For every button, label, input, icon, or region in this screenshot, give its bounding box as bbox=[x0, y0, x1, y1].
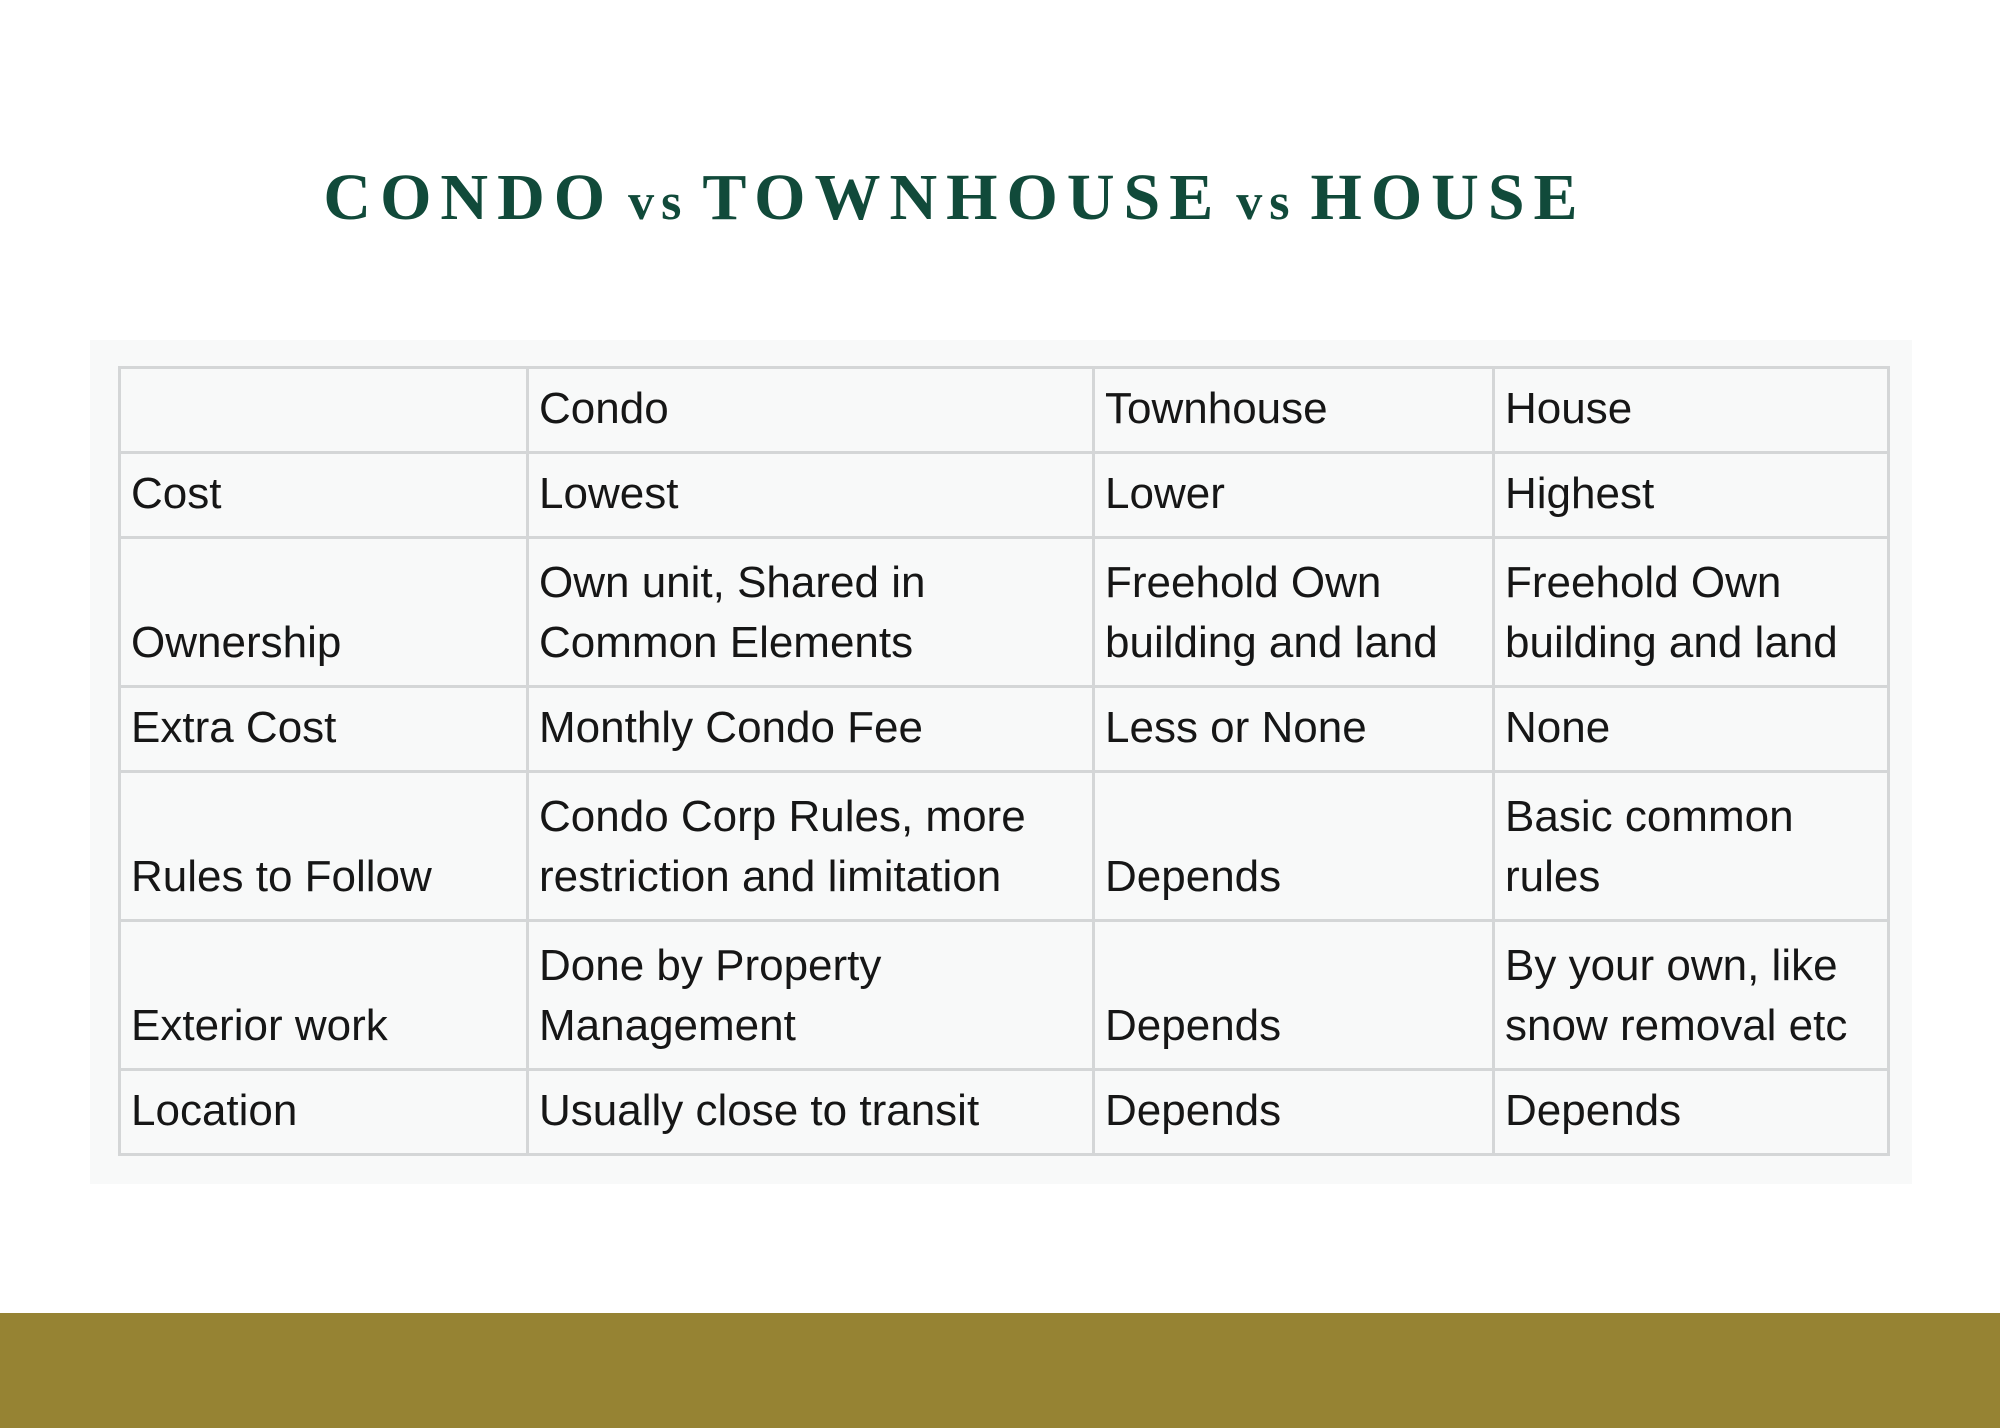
cell-location-house: Depends bbox=[1494, 1070, 1889, 1155]
header-cell-empty bbox=[120, 368, 528, 453]
header-cell-townhouse: Townhouse bbox=[1094, 368, 1494, 453]
title-townhouse: TOWNHOUSE bbox=[702, 161, 1223, 234]
cell-cost-house: Highest bbox=[1494, 453, 1889, 538]
cell-ownership-house: Freehold Own building and land bbox=[1494, 538, 1889, 687]
cell-rules-townhouse: Depends bbox=[1094, 772, 1494, 921]
table-row-rules bbox=[120, 772, 1889, 921]
table-row-exterior-work bbox=[120, 921, 1889, 1070]
cell-exterior-work-condo: Done by Property Management bbox=[528, 921, 1094, 1070]
table-row-ownership bbox=[120, 538, 1889, 687]
row-label-exterior-work: Exterior work bbox=[120, 921, 528, 1070]
cell-extra-cost-house: None bbox=[1494, 687, 1889, 772]
title-condo: CONDO bbox=[323, 161, 615, 234]
row-label-cost: Cost bbox=[120, 453, 528, 538]
row-label-ownership: Ownership bbox=[120, 538, 528, 687]
row-label-location: Location bbox=[120, 1070, 528, 1155]
header-cell-condo: Condo bbox=[528, 368, 1094, 453]
cell-rules-condo: Condo Corp Rules, more restriction and limitation bbox=[528, 772, 1094, 921]
table-row-cost bbox=[120, 453, 1889, 538]
cell-exterior-work-townhouse: Depends bbox=[1094, 921, 1494, 1070]
cell-cost-condo: Lowest bbox=[528, 453, 1094, 538]
cell-extra-cost-condo: Monthly Condo Fee bbox=[528, 687, 1094, 772]
page-title bbox=[0, 160, 1910, 236]
comparison-table bbox=[118, 366, 1890, 1156]
cell-rules-house: Basic common rules bbox=[1494, 772, 1889, 921]
cell-location-condo: Usually close to transit bbox=[528, 1070, 1094, 1155]
cell-exterior-work-house: By your own, like snow removal etc bbox=[1494, 921, 1889, 1070]
comparison-table-panel bbox=[90, 340, 1912, 1184]
cell-location-townhouse: Depends bbox=[1094, 1070, 1494, 1155]
table-row-extra-cost bbox=[120, 687, 1889, 772]
row-label-extra-cost: Extra Cost bbox=[120, 687, 528, 772]
cell-ownership-condo: Own unit, Shared in Common Elements bbox=[528, 538, 1094, 687]
cell-cost-townhouse: Lower bbox=[1094, 453, 1494, 538]
cell-extra-cost-townhouse: Less or None bbox=[1094, 687, 1494, 772]
title-house: HOUSE bbox=[1310, 161, 1587, 234]
cell-ownership-townhouse: Freehold Own building and land bbox=[1094, 538, 1494, 687]
table-header-row bbox=[120, 368, 1889, 453]
title-vs-2: vs bbox=[1236, 174, 1297, 231]
row-label-rules: Rules to Follow bbox=[120, 772, 528, 921]
table-row-location bbox=[120, 1070, 1889, 1155]
header-cell-house: House bbox=[1494, 368, 1889, 453]
title-vs-1: vs bbox=[628, 174, 689, 231]
footer-band bbox=[0, 1313, 2000, 1428]
